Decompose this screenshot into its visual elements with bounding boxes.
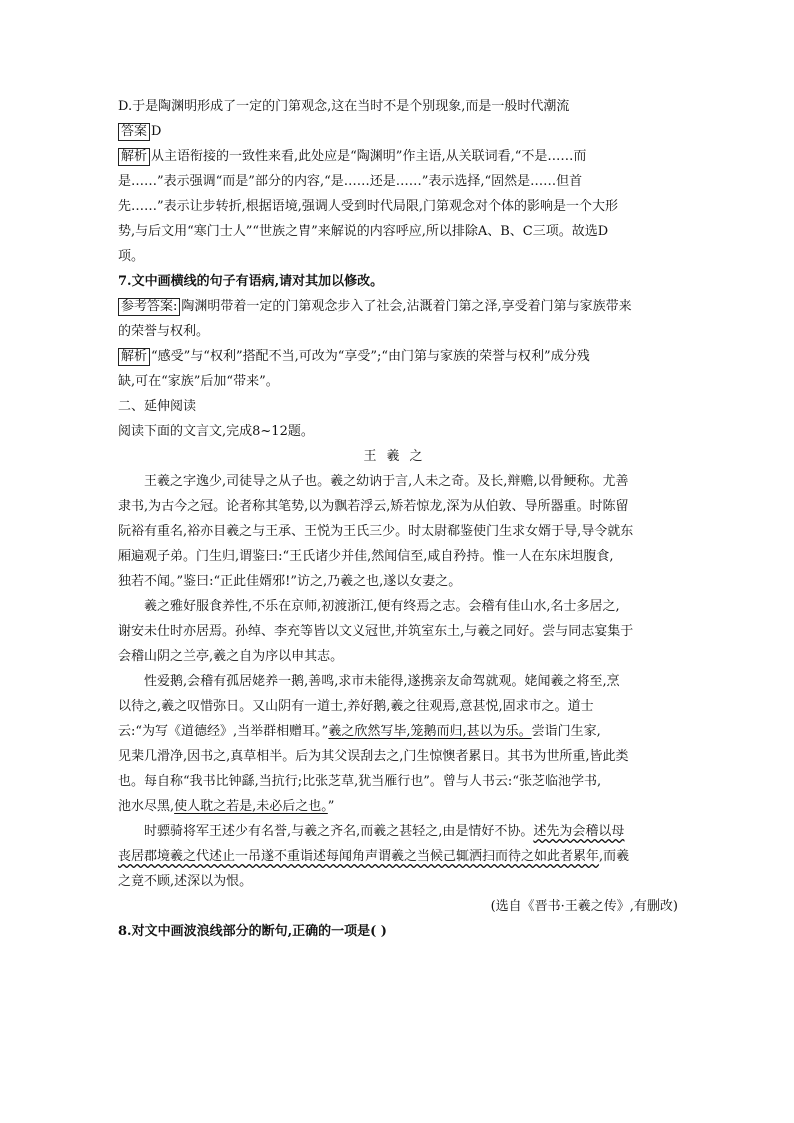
analysis-line-3: 先……”表示让步转折,根据语境,强调人受到时代局限,门第观念对个体的影响是一个大形 [118, 199, 619, 214]
passage-title: 王羲之 [363, 449, 433, 464]
para3-line-5: 也。每自称“我书比钟繇,当抗行;比张芝草,犹当雁行也”。曾与人书云:“张芝临池学书, [118, 774, 602, 789]
para3-line-3: 云:“为写《道德经》,当举群相赠耳。”羲之欣然写毕,笼鹅而归,甚以为乐。尝诣门生家, [118, 724, 601, 739]
ref-answer-line-2: 的荣誉与权利。 [118, 324, 210, 339]
ref-answer-tag: 参考答案: [118, 298, 180, 316]
para1-line-4: 厢遍观子弟。门生归,谓鉴曰:“王氏诸少并佳,然闻信至,咸自矜持。惟一人在东床坦腹食, [118, 549, 614, 564]
analysis-line-5: 项。 [118, 249, 145, 264]
option-d: D.于是陶渊明形成了一定的门第观念,这在当时不是个别现象,而是一般时代潮流 [118, 99, 570, 114]
wavy-segment-1: 述先为会稽以母 [533, 824, 625, 839]
ref-answer-line-1: 参考答案: 陶渊明带着一定的门第观念步入了社会,沾溉着门第之泽,享受着门第与家族带来 [118, 294, 678, 319]
wavy-segment-2: 丧居郡境羲之代述止一吊遂不重诣述每闻角声谓羲之当候己辄洒扫而待之如此者累年 [118, 849, 600, 864]
para3-line-1: 性爱鹅,会稽有孤居姥养一鹅,善鸣,求市未能得,遂携亲友命驾就观。姥闻羲之将至,烹 [144, 674, 620, 689]
para4-line-2: 丧居郡境羲之代述止一吊遂不重诣述每闻角声谓羲之当候己辄洒扫而待之如此者累年,而羲 [118, 849, 630, 864]
question-7: 7.文中画横线的句子有语病,请对其加以修改。 [118, 274, 384, 289]
para4-line-3: 之竟不顾,述深以为恨。 [118, 874, 253, 889]
para1-line-1: 王羲之字逸少,司徒导之从子也。羲之幼讷于言,人未之奇。及长,辩赡,以骨鲠称。尤善 [144, 474, 629, 489]
analysis-tag: 解析 [118, 148, 150, 166]
para3-line-4: 见棐几滑净,因书之,真草相半。后为其父误刮去之,门生惊懊者累日。其书为世所重,皆此类 [118, 749, 629, 764]
underlined-sentence-1: 羲之欣然写毕,笼鹅而归,甚以为乐。 [328, 724, 532, 739]
answer-line [118, 119, 678, 144]
passage-source: (选自《晋书·王羲之传》,有删改) [490, 899, 678, 914]
q7-analysis-tag: 解析 [118, 348, 150, 366]
para1-line-3: 阮裕有重名,裕亦目羲之与王承、王悦为王氏三少。时太尉郗鉴使门生求女婿于导,导令就东 [118, 524, 634, 539]
para4-line-1: 时骠骑将军王述少有名誉,与羲之齐名,而羲之甚轻之,由是情好不协。述先为会稽以母 [144, 824, 625, 839]
para2-line-1: 羲之雅好服食养性,不乐在京师,初渡浙江,便有终焉之志。会稽有佳山水,名士多居之, [144, 599, 620, 614]
answer-tag: 答案 [118, 123, 150, 141]
para1-line-5: 独若不闻。”鉴曰:“正此佳婿邪!”访之,乃羲之也,遂以女妻之。 [118, 574, 462, 589]
analysis-line-2: 是……”表示强调“而是”部分的内容,“是……还是……”表示选择,“固然是……但首 [118, 174, 583, 189]
reading-instruction: 阅读下面的文言文,完成8~12题。 [118, 424, 314, 439]
answer-value: D [151, 124, 162, 139]
section-heading: 二、延伸阅读 [118, 399, 197, 414]
para2-line-3: 会稽山阴之兰亭,羲之自为序以申其志。 [118, 649, 344, 664]
q7-analysis-line-2: 缺,可在“家族”后加“带来”。 [118, 374, 279, 389]
document-page [118, 94, 678, 944]
para2-line-2: 谢安未仕时亦居焉。孙绰、李充等皆以文义冠世,并筑室东土,与羲之同好。尝与同志宴集于 [118, 624, 634, 639]
analysis-line-1: 解析 从主语衔接的一致性来看,此处应是“陶渊明”作主语,从关联词看,“不是……而 [118, 144, 678, 169]
para3-line-2: 以待之,羲之叹惜弥日。又山阴有一道士,养好鹅,羲之往观焉,意甚悦,固求市之。道士 [118, 699, 594, 714]
underlined-sentence-2: 使人耽之若是,未必后之也。 [174, 799, 328, 814]
q7-analysis-line-1: 解析 “感受”与“权利”搭配不当,可改为“享受”;“由门第与家族的荣誉与权利”成分残 [118, 344, 678, 369]
analysis-line-4: 势,与后文用“寒门士人”“世族之胄”来解说的内容呼应,所以排除A、B、C三项。故选D [118, 224, 609, 239]
question-8: 8.对文中画波浪线部分的断句,正确的一项是( ) [118, 924, 387, 939]
para3-line-6: 池水尽黑,使人耽之若是,未必后之也。” [118, 799, 335, 814]
para1-line-2: 隶书,为古今之冠。论者称其笔势,以为飘若浮云,矫若惊龙,深为从伯敦、导所器重。时陈留 [118, 499, 629, 514]
